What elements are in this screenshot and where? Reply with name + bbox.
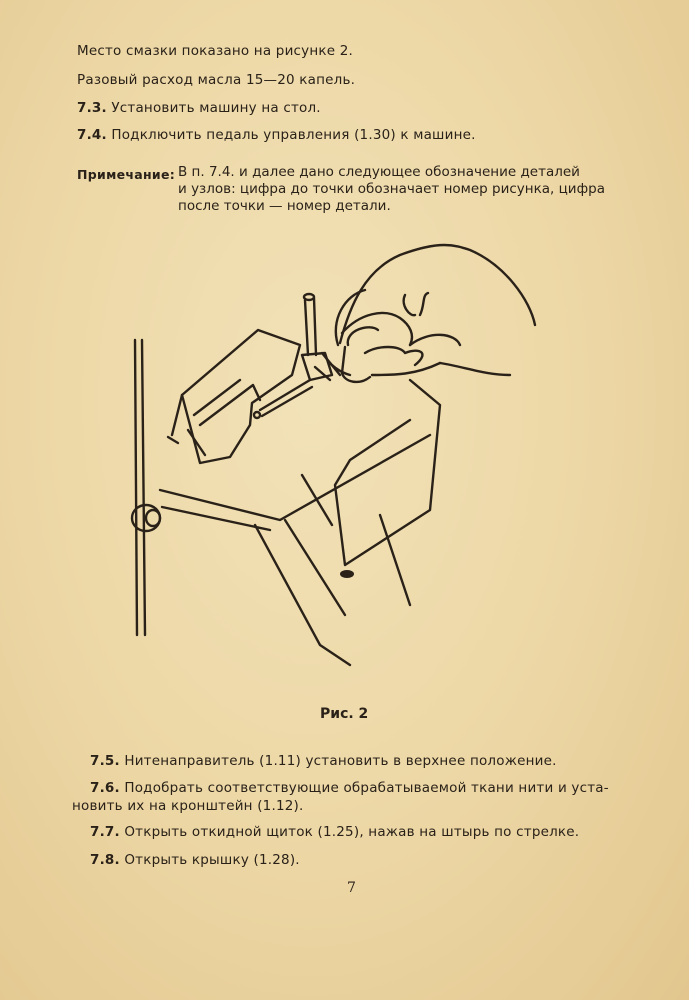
- step-text: Открыть крышку (1.28).: [124, 852, 300, 868]
- note-line-3: после точки — номер детали.: [178, 198, 391, 214]
- step-number: 7.4.: [77, 127, 107, 143]
- step-number: 7.3.: [77, 100, 107, 116]
- step-text: Нитенаправитель (1.11) установить в верхнее положение.: [124, 753, 557, 769]
- step-text: Открыть откидной щиток (1.25), нажав на штырь по стрелке.: [124, 824, 580, 840]
- oiling-hand-illustration: [110, 225, 560, 675]
- step-text: Установить машину на стол.: [111, 100, 321, 116]
- oiler-spout: [260, 380, 310, 410]
- step-text: Подобрать соответствующие обрабатываемой ткани нити и уста-: [124, 780, 609, 796]
- step-7-5: [90, 753, 557, 769]
- mark-dot: [340, 570, 354, 578]
- step-7-6-continuation: новить их на кронштейн (1.12).: [72, 798, 304, 814]
- support-rod: [135, 340, 137, 635]
- step-number: 7.5.: [90, 753, 120, 769]
- intro-line-2: Разовый расход масла 15—20 капель.: [77, 72, 356, 88]
- step-7-7: [90, 824, 579, 840]
- page-number: 7: [347, 880, 356, 896]
- intro-line-1: Место смазки показано на рисунке 2.: [77, 43, 354, 59]
- step-7-6: [90, 780, 609, 796]
- step-number: 7.6.: [90, 780, 120, 796]
- vertical-pin: [305, 300, 308, 355]
- step-7-8: [90, 852, 300, 868]
- step-number: 7.8.: [90, 852, 120, 868]
- step-text: Подключить педаль управления (1.30) к машине.: [111, 127, 476, 143]
- step-number: 7.7.: [90, 824, 120, 840]
- note-line-1: В п. 7.4. и далее дано следующее обозначение деталей: [178, 164, 580, 180]
- step-7-3: [77, 100, 321, 116]
- note-line-2: и узлов: цифра до точки обозначает номер рисунка, цифра: [178, 181, 605, 197]
- step-7-4: [77, 127, 476, 143]
- note-label: Примечание:: [77, 167, 176, 182]
- figure-caption: Рис. 2: [320, 706, 369, 722]
